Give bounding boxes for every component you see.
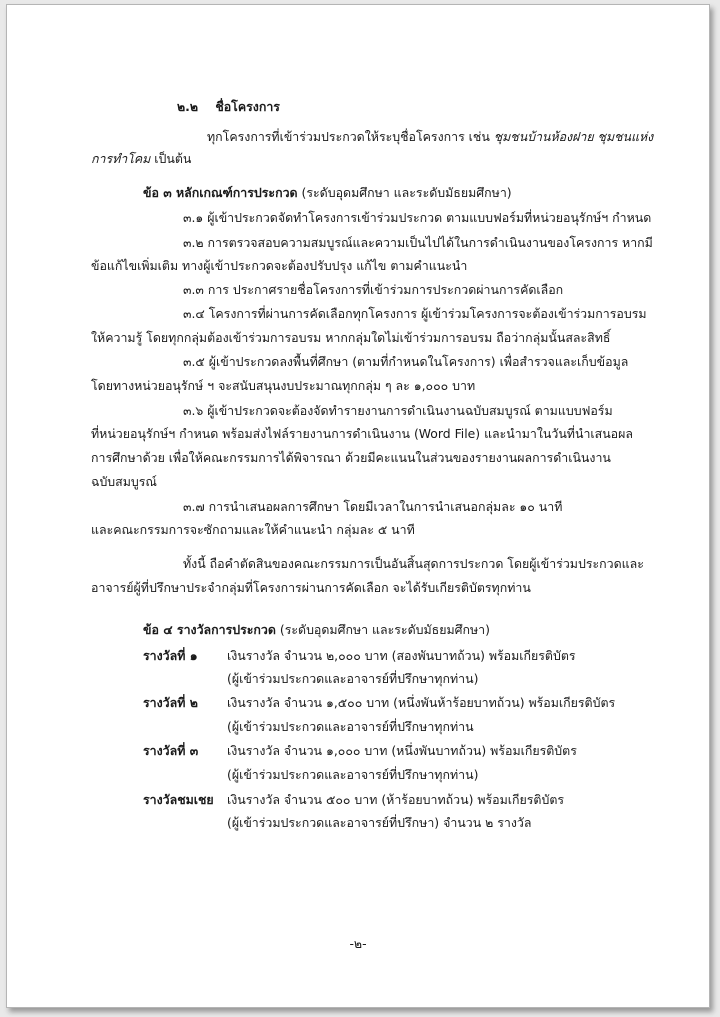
text-run: ทุกโครงการที่เข้าร่วมประกวดให้ระบุชื่อโครงการ เช่น (207, 129, 494, 144)
award-row (143, 648, 576, 664)
list-item: ๓.๔ โครงการที่ผ่านการคัดเลือกทุกโครงการ ผู้เข้าร่วมโครงการจะต้องเข้าร่วมการอบรม (183, 306, 647, 321)
list-item-continuation: การศึกษาด้วย เพื่อให้คณะกรรมการได้พิจารณา ด้วยมีคะแนนในส่วนของรายงานผลการดำเนินงาน (91, 450, 611, 465)
award-row (143, 743, 577, 759)
list-item-continuation: ที่หน่วยอนุรักษ์ฯ กำหนด พร้อมส่งไฟล์รายงานการดำเนินงาน (Word File) และนำมาในวันที่นำเสนอผล (91, 426, 633, 441)
list-item: ๓.๓ การ ประกาศรายชื่อโครงการที่เข้าร่วมการประกวดผ่านการคัดเลือก (183, 282, 564, 297)
award-detail: เงินรางวัล จำนวน ๕๐๐ บาท (ห้าร้อยบาทถ้วน) พร้อมเกียรติบัตร (227, 792, 565, 807)
section-title: ชื่อโครงการ (215, 99, 280, 114)
list-item: ๓.๗ การนำเสนอผลการศึกษา โดยมีเวลาในการนำเสนอกลุ่มละ ๑๐ นาที (183, 499, 563, 514)
document-page (6, 4, 710, 1008)
paragraph-line: อาจารย์ผู้ที่ปรึกษาประจำกลุ่มที่โครงการผ่านการคัดเลือก จะได้รับเกียรติบัตรทุกท่าน (91, 580, 531, 595)
award-note: (ผู้เข้าร่วมประกวดและอาจารย์ที่ปรึกษาทุกท่าน) (227, 671, 479, 686)
paragraph-line (91, 151, 191, 167)
award-row (143, 695, 615, 711)
page-number: -๒- (349, 936, 367, 951)
paragraph-line: ทั้งนี้ ถือคำตัดสินของคณะกรรมการเป็นอันสิ้นสุดการประกวด โดยผู้เข้าร่วมประกวดและ (183, 556, 644, 571)
award-label: รางวัลที่ ๒ (143, 695, 198, 710)
section-number: ๒.๒ (177, 99, 199, 114)
award-note: (ผู้เข้าร่วมประกวดและอาจารย์ที่ปรึกษา) จำนวน ๒ รางวัล (227, 815, 532, 830)
italic-example: การทำโคม (91, 151, 151, 166)
award-detail: เงินรางวัล จำนวน ๑,๐๐๐ บาท (หนึ่งพันบาทถ้วน) พร้อมเกียรติบัตร (227, 743, 577, 758)
list-item: ๓.๑ ผู้เข้าประกวดจัดทำโครงการเข้าร่วมประกวด ตามแบบฟอร์มที่หน่วยอนุรักษ์ฯ กำหนด (183, 210, 652, 225)
clause-note: (ระดับอุดมศึกษา และระดับมัธยมศึกษา) (297, 185, 512, 200)
clause-title: ข้อ ๓ หลักเกณฑ์การประกวด (143, 185, 298, 200)
award-note: (ผู้เข้าร่วมประกวดและอาจารย์ที่ปรึกษาทุกท่าน (227, 719, 474, 734)
text-run: เป็นต้น (150, 151, 192, 166)
list-item-continuation: ให้ความรู้ โดยทุกกลุ่มต้องเข้าร่วมการอบรม หากกลุ่มใดไม่เข้าร่วมการอบรม ถือว่ากลุ่มนั้นสละสิทธิ์ (91, 330, 611, 345)
section-heading (177, 99, 280, 115)
award-note: (ผู้เข้าร่วมประกวดและอาจารย์ที่ปรึกษาทุกท่าน) (227, 767, 479, 782)
award-detail: เงินรางวัล จำนวน ๑,๕๐๐ บาท (หนึ่งพันห้าร้อยบาทถ้วน) พร้อมเกียรติบัตร (227, 695, 616, 710)
award-label: รางวัลชมเชย (143, 792, 214, 807)
clause-heading (143, 622, 490, 638)
award-label: รางวัลที่ ๑ (143, 648, 198, 663)
clause-note: (ระดับอุดมศึกษา และระดับมัธยมศึกษา) (275, 622, 490, 637)
award-row (143, 792, 564, 808)
award-detail: เงินรางวัล จำนวน ๒,๐๐๐ บาท (สองพันบาทถ้วน) พร้อมเกียรติบัตร (227, 648, 576, 663)
list-item-continuation: ข้อแก้ไขเพิ่มเติม ทางผู้เข้าประกวดจะต้องปรับปรุง แก้ไข ตามคำแนะนำ (91, 258, 468, 273)
clause-heading (143, 185, 512, 201)
list-item: ๓.๖ ผู้เข้าประกวดจะต้องจัดทำรายงานการดำเนินงานฉบับสมบูรณ์ ตามแบบฟอร์ม (183, 403, 613, 418)
clause-title: ข้อ ๔ รางวัลการประกวด (143, 622, 276, 637)
list-item-continuation: และคณะกรรมการจะซักถามและให้คำแนะนำ กลุ่มละ ๕ นาที (91, 522, 415, 537)
list-item: ๓.๕ ผู้เข้าประกวดลงพื้นที่ศึกษา (ตามที่กำหนดในโครงการ) เพื่อสำรวจและเก็บข้อมูล (183, 354, 629, 369)
italic-example: ชุมชนบ้านห้องฝาย ชุมชนแห่ง (493, 129, 654, 144)
list-item: ๓.๒ การตรวจสอบความสมบูรณ์และความเป็นไปได้ในการดำเนินงานของโครงการ หากมี (183, 235, 653, 250)
list-item-continuation: โดยทางหน่วยอนุรักษ์ ฯ จะสนับสนุนงบประมาณทุกกลุ่ม ๆ ละ ๑,๐๐๐ บาท (91, 378, 476, 393)
list-item-continuation: ฉบับสมบูรณ์ (91, 474, 157, 489)
paragraph-line (207, 129, 653, 145)
award-label: รางวัลที่ ๓ (143, 743, 199, 758)
